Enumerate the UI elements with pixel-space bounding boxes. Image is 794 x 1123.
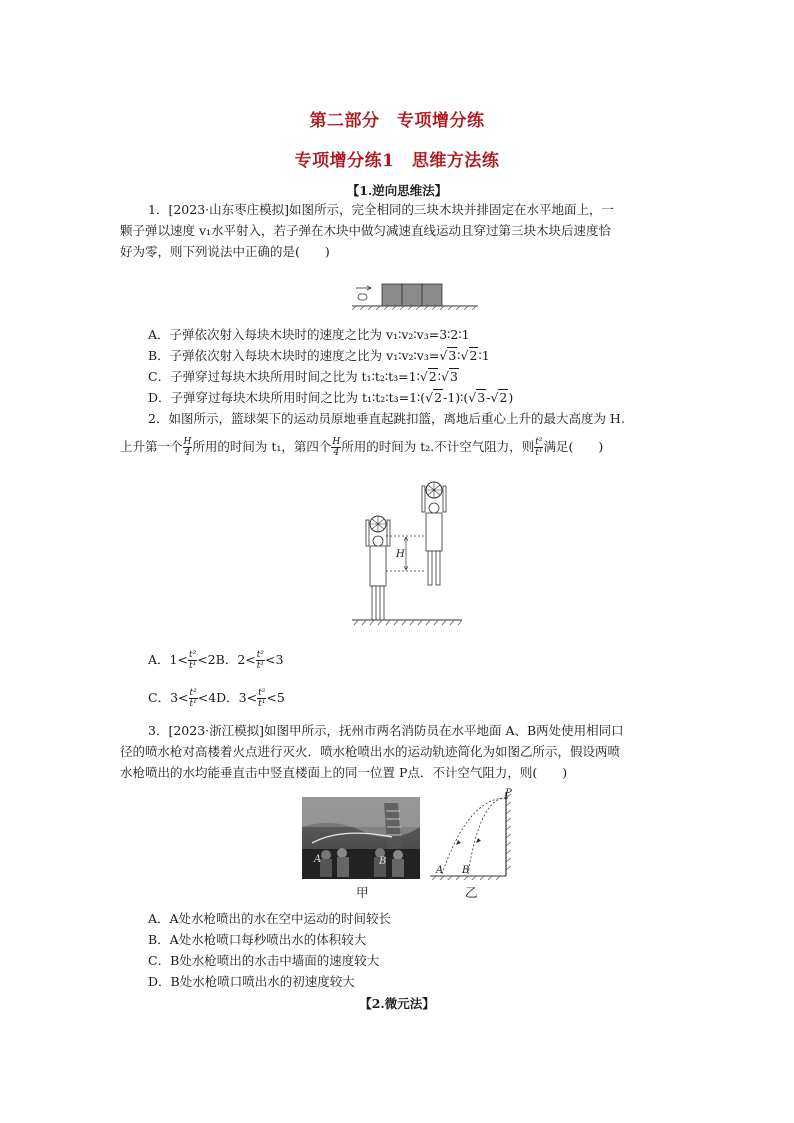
sqrt-icon: √ xyxy=(419,369,428,384)
section-2-label: 【2.微元法】 xyxy=(359,996,435,1011)
q1-option-b: B．子弹依次射入每块木块时的速度之比为 v₁∶v₂∶v₃=√3∶√2∶1 xyxy=(148,348,490,363)
part-title: 第二部分 专项增分练 xyxy=(309,111,485,131)
q3-option-a: A．A处水枪喷出的水在空中运动的时间较长 xyxy=(148,911,392,926)
q1-line3: 好为零，则下列说法中正确的是( ) xyxy=(120,244,330,259)
subtitle: 专项增分练1 思维方法练 xyxy=(294,151,500,171)
diagram-label-b: B xyxy=(462,865,470,876)
q3-option-d: D．B处水枪喷口喷出水的初速度较大 xyxy=(148,974,355,989)
sqrt-icon: √ xyxy=(425,390,434,405)
q2-line2: 上升第一个 $\frac{H}{4}$ 所用的时间为 t₁，第四个 $\frac{H}{4}$ 所用的时间为 t₂.不计空气阻力，则 $\frac{\text{t²}}{\text{t¹}}$ 满足( ) xyxy=(120,437,604,458)
q3-line1: 3．[2023·浙江模拟]如图甲所示，抚州市两名消防员在水平地面 A、B两处使用相同口 xyxy=(148,723,624,738)
q2-figure-player xyxy=(352,478,462,628)
q1-line2: 颗子弹以速度 v₁水平射入，若子弹在木块中做匀减速直线运动且穿过第三块木块后速度恰 xyxy=(120,223,612,238)
sqrt-icon: √ xyxy=(490,390,499,405)
q1-option-a: A．子弹依次射入每块木块时的速度之比为 v₁∶v₂∶v₃=3∶2∶1 xyxy=(148,327,470,342)
diagram-label-a: A xyxy=(436,865,444,876)
fig-label-h: H xyxy=(396,549,405,560)
diagram-label-p: P xyxy=(505,788,512,799)
figure-caption-jia: 甲 xyxy=(356,885,369,900)
q3-option-c: C．B处水枪喷出的水击中墙面的速度较大 xyxy=(148,953,380,968)
q3-option-b: B．A处水枪喷口每秒喷出水的体积较大 xyxy=(148,932,367,947)
q1-figure-blocks xyxy=(350,280,480,310)
q1-line1: 1．[2023·山东枣庄模拟]如图所示，完全相同的三块木块并排固定在水平地面上，一 xyxy=(148,202,614,217)
q2-option-cd: C．3< $\frac{\text{t²}}{\text{t¹}}$ <4D．3< $\frac{\text{t²}}{\text{t¹}}$ <5 xyxy=(148,688,285,709)
sqrt-icon: √ xyxy=(441,369,449,384)
sqrt-icon: √ xyxy=(439,348,448,363)
sqrt-icon: √ xyxy=(468,390,477,405)
q2-line1: 2．如图所示，篮球架下的运动员原地垂直起跳扣篮，离地后重心上升的最大高度为 H. xyxy=(148,411,625,426)
q1-option-c: C．子弹穿过每块木块所用时间之比为 t₁∶t₂∶t₃=1∶√2∶√3 xyxy=(148,369,458,384)
sqrt-icon: √ xyxy=(460,348,469,363)
q3-line2: 径的喷水枪对高楼着火点进行灭火．喷水枪喷出水的运动轨迹简化为如图乙所示，假设两喷 xyxy=(120,744,621,759)
photo-label-b: B xyxy=(379,856,387,867)
q1-option-d: D．子弹穿过每块木块所用时间之比为 t₁∶t₂∶t₃=1∶(√2-1)∶(√3-√2) xyxy=(148,390,514,405)
q3-line3: 水枪喷出的水均能垂直击中竖直楼面上的同一位置 P点．不计空气阻力，则( ) xyxy=(120,765,568,780)
section-1-label: 【1.逆向思维法】 xyxy=(346,183,448,198)
photo-label-a: A xyxy=(314,854,322,865)
figure-caption-yi: 乙 xyxy=(465,885,478,900)
q2-option-ab: A．1< $\frac{\text{t²}}{\text{t¹}}$ <2B．2< $\frac{\text{t²}}{\text{t¹}}$ <3 xyxy=(148,650,284,671)
